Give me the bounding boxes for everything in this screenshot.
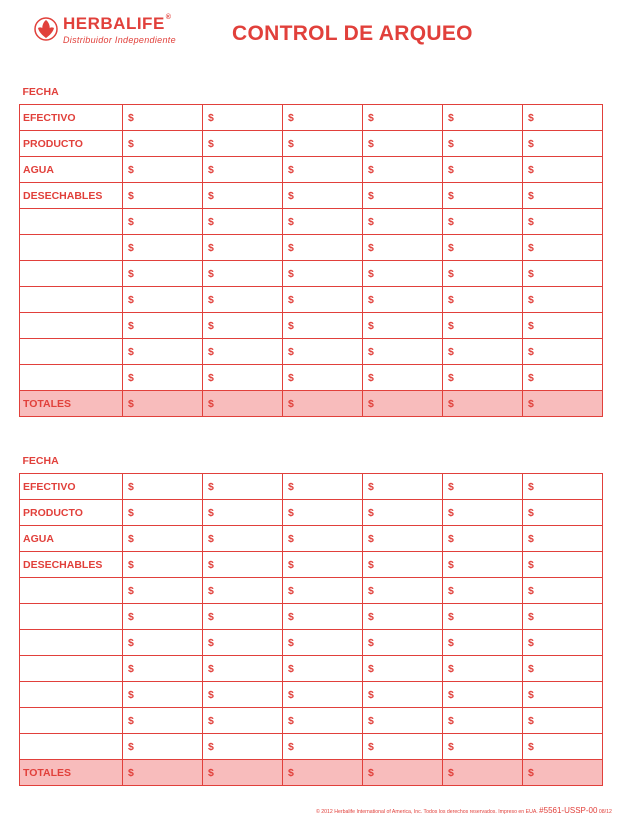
row-label: TOTALES [20,760,123,786]
row-label [20,209,123,235]
amount-cell[interactable]: $ [443,287,523,313]
amount-cell[interactable]: $ [123,365,203,391]
amount-cell[interactable]: $ [523,391,603,417]
amount-cell[interactable]: $ [363,708,443,734]
row-label [20,339,123,365]
amount-cell[interactable]: $ [363,656,443,682]
amount-cell[interactable]: $ [363,500,443,526]
amount-cell[interactable]: $ [123,131,203,157]
amount-cell[interactable]: $ [523,708,603,734]
amount-cell[interactable]: $ [443,526,523,552]
table-row [20,105,603,131]
date-label: FECHA [20,79,603,105]
row-label: DESECHABLES [20,183,123,209]
amount-cell[interactable]: $ [123,235,203,261]
amount-cell[interactable]: $ [523,105,603,131]
row-label [20,235,123,261]
amount-cell[interactable]: $ [363,313,443,339]
amount-cell[interactable]: $ [363,235,443,261]
amount-cell[interactable]: $ [203,552,283,578]
row-label: DESECHABLES [20,552,123,578]
cash-count-table-2 [19,448,603,786]
table-row [20,526,603,552]
amount-cell[interactable]: $ [123,339,203,365]
amount-cell[interactable]: $ [283,209,363,235]
amount-cell[interactable]: $ [443,131,523,157]
amount-cell[interactable]: $ [443,391,523,417]
amount-cell[interactable]: $ [123,500,203,526]
amount-cell[interactable]: $ [283,261,363,287]
amount-cell[interactable]: $ [363,630,443,656]
table-row [20,604,603,630]
amount-cell[interactable]: $ [203,500,283,526]
amount-cell[interactable]: $ [443,235,523,261]
amount-cell[interactable]: $ [363,552,443,578]
amount-cell[interactable]: $ [363,682,443,708]
amount-cell[interactable]: $ [443,261,523,287]
leaf-icon [34,16,58,42]
amount-cell[interactable]: $ [203,391,283,417]
row-label [20,365,123,391]
amount-cell[interactable]: $ [283,708,363,734]
amount-cell[interactable]: $ [443,682,523,708]
amount-cell[interactable]: $ [363,157,443,183]
amount-cell[interactable]: $ [203,760,283,786]
amount-cell[interactable]: $ [523,287,603,313]
amount-cell[interactable]: $ [283,630,363,656]
row-label: PRODUCTO [20,131,123,157]
amount-cell[interactable]: $ [203,474,283,500]
amount-cell[interactable]: $ [443,157,523,183]
amount-cell[interactable]: $ [123,708,203,734]
amount-cell[interactable]: $ [523,604,603,630]
footer-copyright: © 2012 Herbalife International of America, Inc. Todos los derechos reservados. Impreso en EUA. #5561-USSP-00 08/12 [316,806,612,815]
amount-cell[interactable]: $ [123,157,203,183]
amount-cell[interactable]: $ [283,552,363,578]
amount-cell[interactable]: $ [443,339,523,365]
amount-cell[interactable]: $ [363,339,443,365]
amount-cell[interactable]: $ [363,474,443,500]
totals-row [20,391,603,417]
table-row [20,157,603,183]
amount-cell[interactable]: $ [123,261,203,287]
amount-cell[interactable]: $ [123,183,203,209]
amount-cell[interactable]: $ [363,365,443,391]
brand-tagline: Distribuidor Independiente [63,35,176,45]
row-label: TOTALES [20,391,123,417]
amount-cell[interactable]: $ [123,474,203,500]
row-label [20,261,123,287]
amount-cell[interactable]: $ [363,261,443,287]
row-label [20,578,123,604]
amount-cell[interactable]: $ [203,734,283,760]
amount-cell[interactable]: $ [203,630,283,656]
amount-cell[interactable]: $ [443,209,523,235]
row-label [20,287,123,313]
table-row [20,261,603,287]
amount-cell[interactable]: $ [523,474,603,500]
table-row [20,209,603,235]
row-label [20,734,123,760]
brand-name: HERBALIFE® [63,14,172,33]
amount-cell[interactable]: $ [283,656,363,682]
amount-cell[interactable]: $ [123,760,203,786]
amount-cell[interactable]: $ [283,682,363,708]
amount-cell[interactable]: $ [523,261,603,287]
amount-cell[interactable]: $ [123,630,203,656]
row-label [20,682,123,708]
amount-cell[interactable]: $ [443,500,523,526]
amount-cell[interactable]: $ [283,578,363,604]
totals-row [20,760,603,786]
amount-cell[interactable]: $ [283,183,363,209]
amount-cell[interactable]: $ [523,682,603,708]
amount-cell[interactable]: $ [523,630,603,656]
amount-cell[interactable]: $ [203,287,283,313]
amount-cell[interactable]: $ [523,235,603,261]
amount-cell[interactable]: $ [123,682,203,708]
amount-cell[interactable]: $ [443,552,523,578]
amount-cell[interactable]: $ [523,526,603,552]
amount-cell[interactable]: $ [443,656,523,682]
amount-cell[interactable]: $ [443,105,523,131]
amount-cell[interactable]: $ [283,604,363,630]
amount-cell[interactable]: $ [523,209,603,235]
table-row [20,183,603,209]
amount-cell[interactable]: $ [283,474,363,500]
amount-cell[interactable]: $ [443,183,523,209]
amount-cell[interactable]: $ [363,391,443,417]
amount-cell[interactable]: $ [443,708,523,734]
row-label [20,604,123,630]
amount-cell[interactable]: $ [283,391,363,417]
amount-cell[interactable]: $ [363,287,443,313]
cash-count-table-1 [19,79,603,417]
amount-cell[interactable]: $ [363,578,443,604]
amount-cell[interactable]: $ [203,578,283,604]
amount-cell[interactable]: $ [523,131,603,157]
table-row [20,708,603,734]
amount-cell[interactable]: $ [443,578,523,604]
amount-cell[interactable]: $ [523,500,603,526]
amount-cell[interactable]: $ [523,656,603,682]
amount-cell[interactable]: $ [203,313,283,339]
amount-cell[interactable]: $ [283,235,363,261]
table-row [20,474,603,500]
amount-cell[interactable]: $ [203,157,283,183]
amount-cell[interactable]: $ [523,183,603,209]
amount-cell[interactable]: $ [283,760,363,786]
row-label: EFECTIVO [20,474,123,500]
amount-cell[interactable]: $ [363,604,443,630]
amount-cell[interactable]: $ [363,734,443,760]
amount-cell[interactable]: $ [203,183,283,209]
table-row [20,682,603,708]
amount-cell[interactable]: $ [203,365,283,391]
amount-cell[interactable]: $ [363,183,443,209]
herbalife-logo [34,14,184,50]
row-label: PRODUCTO [20,500,123,526]
amount-cell[interactable]: $ [523,365,603,391]
table-row [20,339,603,365]
date-row [20,448,603,474]
amount-cell[interactable]: $ [283,734,363,760]
amount-cell[interactable]: $ [283,287,363,313]
row-label: AGUA [20,157,123,183]
amount-cell[interactable]: $ [523,578,603,604]
amount-cell[interactable]: $ [363,209,443,235]
amount-cell[interactable]: $ [203,656,283,682]
amount-cell[interactable]: $ [443,734,523,760]
amount-cell[interactable]: $ [123,526,203,552]
table-row [20,131,603,157]
amount-cell[interactable]: $ [283,526,363,552]
table-row [20,313,603,339]
form-code: #5561-USSP-00 [539,806,598,815]
amount-cell[interactable]: $ [123,734,203,760]
amount-cell[interactable]: $ [203,131,283,157]
row-label [20,656,123,682]
amount-cell[interactable]: $ [443,760,523,786]
amount-cell[interactable]: $ [203,261,283,287]
table-row [20,630,603,656]
amount-cell[interactable]: $ [123,391,203,417]
amount-cell[interactable]: $ [203,682,283,708]
row-label [20,630,123,656]
amount-cell[interactable]: $ [443,604,523,630]
amount-cell[interactable]: $ [523,734,603,760]
amount-cell[interactable]: $ [363,105,443,131]
row-label [20,708,123,734]
amount-cell[interactable]: $ [523,760,603,786]
table-row [20,734,603,760]
amount-cell[interactable]: $ [123,313,203,339]
amount-cell[interactable]: $ [203,708,283,734]
amount-cell[interactable]: $ [203,105,283,131]
amount-cell[interactable]: $ [123,578,203,604]
page-title: CONTROL DE ARQUEO [232,22,473,45]
table-row [20,500,603,526]
amount-cell[interactable]: $ [523,339,603,365]
amount-cell[interactable]: $ [123,656,203,682]
row-label: EFECTIVO [20,105,123,131]
table-row [20,578,603,604]
amount-cell[interactable]: $ [523,157,603,183]
row-label: AGUA [20,526,123,552]
amount-cell[interactable]: $ [123,209,203,235]
amount-cell[interactable]: $ [443,365,523,391]
table-row [20,287,603,313]
amount-cell[interactable]: $ [363,131,443,157]
date-label: FECHA [20,448,603,474]
amount-cell[interactable]: $ [283,500,363,526]
amount-cell[interactable]: $ [283,365,363,391]
amount-cell[interactable]: $ [363,526,443,552]
amount-cell[interactable]: $ [203,339,283,365]
amount-cell[interactable]: $ [203,526,283,552]
date-row [20,79,603,105]
amount-cell[interactable]: $ [283,157,363,183]
amount-cell[interactable]: $ [203,209,283,235]
amount-cell[interactable]: $ [363,760,443,786]
amount-cell[interactable]: $ [123,552,203,578]
amount-cell[interactable]: $ [283,131,363,157]
amount-cell[interactable]: $ [203,235,283,261]
amount-cell[interactable]: $ [443,313,523,339]
amount-cell[interactable]: $ [443,474,523,500]
row-label [20,313,123,339]
table-row [20,365,603,391]
amount-cell[interactable]: $ [523,552,603,578]
amount-cell[interactable]: $ [523,313,603,339]
table-row [20,235,603,261]
amount-cell[interactable]: $ [283,105,363,131]
table-row [20,552,603,578]
amount-cell[interactable]: $ [123,287,203,313]
amount-cell[interactable]: $ [283,313,363,339]
amount-cell[interactable]: $ [123,105,203,131]
amount-cell[interactable]: $ [283,339,363,365]
amount-cell[interactable]: $ [203,604,283,630]
amount-cell[interactable]: $ [443,630,523,656]
amount-cell[interactable]: $ [123,604,203,630]
table-row [20,656,603,682]
